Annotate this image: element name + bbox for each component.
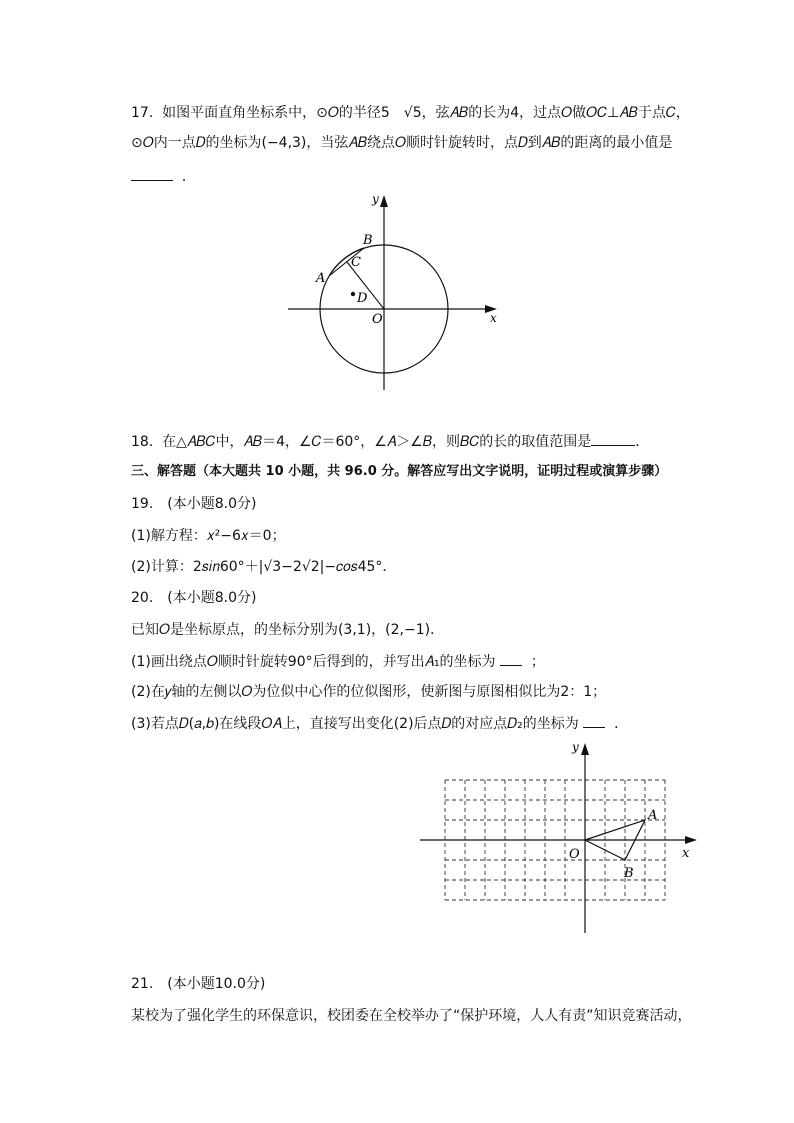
q17-label-x: x — [490, 311, 497, 325]
q20-part3-text: (3)若点𝐷(𝑎,𝑏)在线段𝑂𝐴上，直接写出变化(2)后点𝐷的对应点𝐷₂的坐标为 — [131, 716, 579, 732]
q17-line1 — [131, 103, 690, 123]
q17-answer-line — [131, 166, 196, 187]
q20-part2: (2)在𝑦轴的左侧以𝑂为位似中心作的位似图形，使新图与原图相似比为2：1； — [131, 684, 607, 700]
q20-part3 — [131, 713, 628, 734]
q20-header: 20. (本小题8.0分) — [131, 590, 257, 606]
q18-answer-blank[interactable] — [591, 431, 635, 446]
q20-part1 — [131, 651, 545, 672]
q17-line2 — [131, 133, 672, 153]
q20-part3-tail: ． — [614, 716, 629, 732]
q17-label-y: y — [372, 192, 379, 206]
q17-answer-blank[interactable] — [131, 166, 173, 181]
q20-part3-blank[interactable] — [583, 713, 605, 728]
q17-label-a: A — [316, 271, 326, 286]
q20-intro: 已知𝑂是坐标原点，的坐标分别为(3,1)，(2,−1)． — [131, 622, 445, 638]
q18-tail: ． — [635, 434, 650, 450]
q17-text-line2: ⊙𝑂内一点𝐷的坐标为(−4,3)，当弦𝐴𝐵绕点𝑂顺时针旋转时，点𝐷到𝐴𝐵的距离的最小值是 — [131, 135, 673, 151]
q17-tail: ． — [181, 169, 196, 185]
q20-label-y: y — [572, 740, 579, 754]
q20-part1-blank[interactable] — [500, 651, 522, 666]
q19-part2: (2)计算：2𝑠𝑖𝑛60°＋|√3−2√2|−𝑐𝑜𝑠45°． — [131, 559, 397, 575]
q18-line — [131, 431, 649, 452]
q17-label-b: B — [363, 233, 373, 248]
q20-label-b: B — [624, 866, 634, 881]
q20-label-a: A — [648, 808, 658, 823]
q17-text-line1: 如图平面直角坐标系中，⊙𝑂的半径5 √5，弦𝐴𝐵的长为4，过点𝑂做𝑂𝐶⊥𝐴𝐵于点𝐶， — [162, 105, 690, 121]
q18-number: 18. — [131, 434, 154, 450]
q20-label-x: x — [682, 846, 690, 861]
q17-figure — [280, 185, 510, 395]
q18-text: 在△𝐴𝐵𝐶中，𝐴𝐵＝4，∠𝐶＝60°，∠𝐴＞∠𝐵，则𝐵𝐶的长的取值范围是 — [162, 434, 592, 450]
q21-text: 某校为了强化学生的环保意识，校团委在全校举办了“保护环境，人人有责”知识竞赛活动， — [131, 1008, 692, 1024]
q20-label-o: O — [569, 847, 580, 862]
q17-label-o: O — [372, 312, 383, 327]
q20-figure — [410, 735, 710, 940]
q20-x-arrow — [685, 836, 697, 844]
q20-part1-text: (1)画出绕点𝑂顺时针旋转90°后得到的，并写出𝐴₁的坐标为 — [131, 654, 496, 670]
section3-heading: 三、解答题（本大题共 10 小题，共 96.0 分。解答应写出文字说明，证明过程或演算步骤） — [131, 464, 668, 479]
q19-part1: (1)解方程：𝑥²−6𝑥＝0； — [131, 528, 286, 544]
q21-header: 21. (本小题10.0分) — [131, 976, 266, 992]
q20-y-arrow — [581, 743, 589, 755]
q20-part1-tail: ； — [530, 654, 545, 670]
q17-number: 17. — [131, 105, 154, 121]
q17-label-d: D — [357, 291, 368, 306]
q17-y-arrow — [380, 195, 388, 207]
q19-header: 19. (本小题8.0分) — [131, 496, 257, 512]
q17-point-d — [351, 292, 355, 296]
q17-label-c: C — [351, 255, 361, 270]
